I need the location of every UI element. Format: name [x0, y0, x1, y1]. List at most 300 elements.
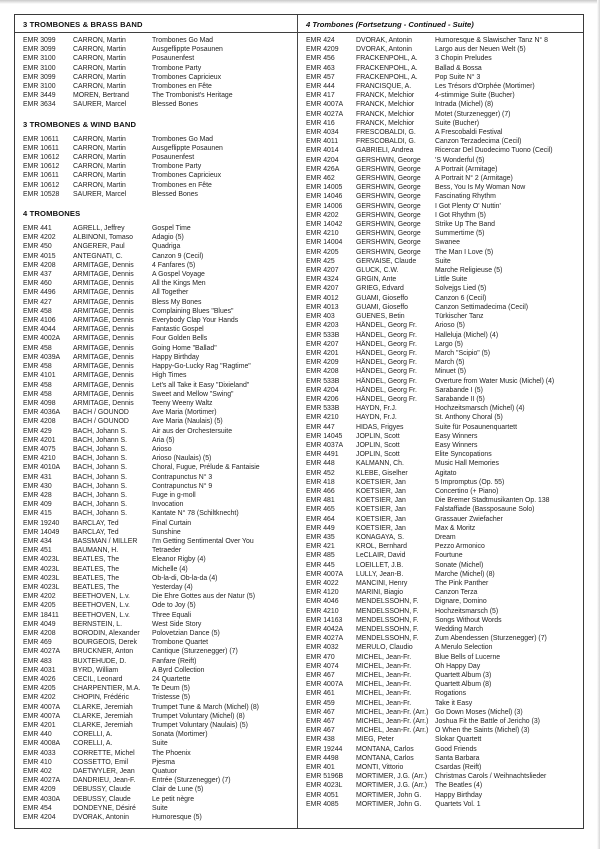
catalog-row — [306, 257, 577, 266]
title-cell: Tetraeder — [152, 547, 182, 555]
catalog-row — [23, 601, 291, 610]
emr-number-cell: EMR 464 — [306, 515, 335, 523]
title-cell: All Together — [152, 289, 189, 297]
emr-number-cell: EMR 18411 — [23, 611, 59, 619]
title-cell: The Man I Love (5) — [435, 248, 494, 256]
composer-cell: CARRON, Martin — [73, 73, 126, 81]
emr-number-cell: EMR 4496 — [23, 289, 56, 297]
composer-cell: MORTIMER, John G. — [356, 791, 422, 799]
title-cell: Humoresque & Slawischer Tanz N° 8 — [435, 37, 548, 44]
catalog-row — [23, 344, 291, 353]
title-cell: 24 Quartette — [152, 676, 191, 683]
catalog-row — [306, 349, 577, 358]
title-cell: 3 Chopin Preludes — [435, 55, 492, 63]
title-cell: Trombones Capricieux — [152, 172, 222, 180]
emr-number-cell: EMR 459 — [306, 699, 335, 707]
emr-number-cell: EMR 4210 — [306, 230, 339, 238]
title-cell: Ob-la-di, Ob-la-da (4) — [152, 574, 218, 582]
title-cell: Adagio (5) — [152, 234, 184, 242]
catalog-row — [306, 248, 577, 257]
emr-number-cell: EMR 4204 — [23, 814, 56, 822]
title-cell: Joshua Fit the Battle of Jericho (3) — [435, 718, 540, 726]
emr-number-cell: EMR 447 — [306, 423, 335, 431]
emr-number-cell: EMR 4207 — [306, 340, 339, 348]
emr-number-cell: EMR 409 — [23, 501, 52, 509]
composer-cell: MENDELSSOHN, F. — [356, 616, 419, 624]
composer-cell: BEETHOVEN, L.v. — [73, 611, 130, 619]
catalog-row — [306, 653, 577, 662]
emr-number-cell: EMR 4007A — [23, 703, 61, 711]
emr-number-cell: EMR 4044 — [23, 326, 56, 334]
composer-cell: BYRD, William — [73, 666, 119, 674]
title-cell: Four Golden Bells — [152, 335, 208, 343]
catalog-row — [23, 381, 291, 390]
catalog-row — [23, 739, 291, 748]
composer-cell: MICHEL, Jean-Fr. — [356, 672, 412, 680]
title-cell: Polovetzian Dance (5) — [152, 629, 220, 637]
catalog-row — [23, 427, 291, 436]
catalog-row — [306, 459, 577, 468]
composer-cell: ARMITAGE, Dennis — [73, 344, 134, 352]
composer-cell: CARRON, Martin — [73, 55, 126, 63]
title-cell: Die Ehre Gottes aus der Natur (5) — [152, 593, 256, 601]
title-cell: Trombones en Fête — [152, 181, 212, 189]
title-cell: Canzon Settimadecima (Cecil) — [435, 303, 529, 311]
composer-cell: KOETSIER, Jan — [356, 506, 406, 514]
composer-cell: CLARKE, Jeremiah — [73, 703, 133, 711]
title-cell: Ballad & Bossa — [435, 64, 482, 72]
title-cell: Blessed Bones — [152, 190, 198, 198]
catalog-row — [306, 294, 577, 303]
composer-cell: HAYDN, Fr.J. — [356, 414, 397, 422]
emr-number-cell: EMR 4210 — [306, 414, 339, 422]
title-cell: Suite für Posaunenquartett — [435, 423, 517, 431]
title-cell: Trumpet Voluntary (Naulais) (5) — [152, 722, 248, 730]
title-cell: Suite (Bucher) — [435, 119, 480, 127]
emr-number-cell: EMR 481 — [306, 497, 335, 505]
composer-cell: GERSHWIN, George — [356, 211, 421, 219]
composer-cell: DANDRIEU, Jean-F. — [73, 777, 136, 785]
catalog-row — [23, 408, 291, 417]
catalog-row — [306, 781, 577, 790]
emr-number-cell: EMR 4042A — [306, 626, 344, 633]
title-cell: I Got Rhythm (5) — [435, 211, 486, 219]
emr-number-cell: EMR 463 — [306, 64, 335, 72]
title-cell: Humoresque (5) — [152, 814, 202, 822]
title-cell: 4-stimmige Suite (Bucher) — [435, 92, 515, 100]
emr-number-cell: EMR 14049 — [23, 528, 60, 536]
catalog-row — [306, 441, 577, 450]
catalog-row — [306, 358, 577, 367]
composer-cell: BACH, Johann S. — [73, 473, 128, 481]
title-cell: I Got Plenty O' Nuttin' — [435, 202, 501, 210]
title-cell: Halleluja (Michel) (4) — [435, 331, 499, 339]
catalog-row — [23, 565, 291, 574]
composer-cell: GRGIN, Ante — [356, 276, 397, 284]
catalog-row — [23, 647, 291, 656]
composer-cell: FRACKENPOHL, A. — [356, 55, 418, 63]
catalog-row — [23, 417, 291, 426]
catalog-row — [23, 620, 291, 629]
catalog-row — [23, 785, 291, 794]
title-cell: Summertime (5) — [435, 230, 485, 238]
catalog-row — [306, 404, 577, 413]
catalog-row — [23, 703, 291, 712]
title-cell: Everybody Clap Your Hands — [152, 317, 239, 325]
title-cell: Türkischer Tanz — [435, 313, 484, 321]
emr-number-cell: EMR 458 — [23, 344, 52, 352]
title-cell: Suite — [152, 740, 168, 748]
composer-cell: GUENES, Betin — [356, 313, 405, 321]
catalog-row — [306, 211, 577, 220]
composer-cell: BEATLES, The — [73, 565, 120, 573]
composer-cell: ARMITAGE, Dennis — [73, 280, 134, 288]
composer-cell: HIDAS, Frigyes — [356, 423, 404, 431]
section-header: 4 TROMBONES — [23, 209, 81, 219]
emr-number-cell: EMR 434 — [23, 537, 52, 545]
catalog-row — [306, 450, 577, 459]
title-cell: Let's all Take it Easy "Dixieland" — [152, 381, 250, 389]
emr-number-cell: EMR 14045 — [306, 432, 343, 440]
title-cell: Canzon 6 (Cecil) — [435, 294, 487, 302]
title-cell: West Side Story — [152, 620, 202, 628]
catalog-row — [306, 671, 577, 680]
emr-number-cell: EMR 4206 — [306, 395, 339, 403]
emr-number-cell: EMR 4027A — [306, 110, 344, 118]
emr-number-cell: EMR 4051 — [306, 791, 339, 799]
emr-number-cell: EMR 3099 — [23, 73, 56, 81]
catalog-row — [306, 54, 577, 63]
composer-cell: ARMITAGE, Dennis — [73, 381, 134, 389]
catalog-row — [23, 666, 291, 675]
catalog-row — [23, 261, 291, 270]
catalog-row — [23, 270, 291, 279]
composer-cell: BARCLAY, Ted — [73, 519, 119, 527]
emr-number-cell: EMR 467 — [306, 672, 335, 680]
title-cell: Trumpet Voluntary (Michel) (8) — [152, 712, 245, 720]
section-header: 3 TROMBONES & WIND BAND — [23, 119, 137, 129]
emr-number-cell: EMR 4032 — [306, 644, 339, 652]
title-cell: Ausgeflippte Posaunen — [152, 46, 223, 54]
composer-cell: KLEBE, Giselher — [356, 469, 408, 477]
title-cell: The Pink Panther — [435, 579, 489, 587]
title-cell: Christmas Carols / Weihnachtslieder — [435, 773, 547, 781]
title-cell: High Times — [152, 372, 187, 380]
emr-number-cell: EMR 467 — [306, 708, 335, 716]
catalog-row — [306, 192, 577, 201]
title-cell: Posaunenfest — [152, 154, 195, 162]
title-cell: Ave Maria (Naulais) (5) — [152, 418, 223, 426]
catalog-row — [23, 288, 291, 297]
catalog-row — [306, 551, 577, 560]
title-cell: 5 Impromptus (Op. 55) — [435, 478, 505, 486]
catalog-row — [306, 432, 577, 441]
composer-cell: MICHEL, Jean-Fr. — [356, 699, 412, 707]
catalog-row — [306, 763, 577, 772]
title-cell: Dignare, Domino — [435, 598, 487, 606]
title-cell: 4 Fanfares (5) — [152, 261, 196, 269]
title-cell: Sunshine — [152, 528, 181, 536]
emr-number-cell: EMR 458 — [23, 363, 52, 371]
emr-number-cell: EMR 4120 — [306, 589, 339, 597]
emr-number-cell: EMR 437 — [23, 271, 52, 279]
composer-cell: CARRON, Martin — [73, 172, 126, 180]
emr-number-cell: EMR 465 — [306, 506, 335, 514]
catalog-row — [23, 45, 291, 54]
title-cell: Strike Up The Band — [435, 221, 496, 229]
composer-cell: HÄNDEL, Georg Fr. — [356, 359, 417, 367]
catalog-row — [23, 611, 291, 620]
emr-number-cell: EMR 4027A — [306, 635, 344, 643]
catalog-row — [306, 524, 577, 533]
title-cell: Sarabande I (5) — [435, 386, 483, 394]
composer-cell: MIEG, Peter — [356, 736, 394, 744]
composer-cell: MORTIMER, John G. — [356, 800, 422, 808]
catalog-row — [306, 791, 577, 800]
title-cell: Wedding March — [435, 626, 484, 633]
title-cell: The Phoenix — [152, 749, 191, 757]
title-cell: All the Kings Men — [152, 280, 206, 288]
composer-cell: HÄNDEL, Georg Fr. — [356, 377, 417, 385]
composer-cell: COSSETTO, Emil — [73, 758, 129, 766]
catalog-row — [306, 579, 577, 588]
title-cell: 'S Wonderful (5) — [435, 156, 485, 164]
composer-cell: HÄNDEL, Georg Fr. — [356, 395, 417, 403]
emr-number-cell: EMR 417 — [306, 92, 335, 100]
composer-cell: ANTEGNATI, C. — [73, 252, 123, 260]
title-cell: Les Trésors d'Orphée (Mortimer) — [435, 83, 535, 91]
composer-cell: DONDEYNE, Désiré — [73, 804, 136, 812]
emr-number-cell: EMR 533B — [306, 377, 340, 385]
emr-number-cell: EMR 4023L — [306, 782, 343, 790]
composer-cell: CECIL, Leonard — [73, 676, 123, 683]
composer-cell: HAYDN, Fr.J. — [356, 405, 397, 413]
emr-number-cell: EMR 429 — [23, 427, 52, 435]
emr-number-cell: EMR 14005 — [306, 184, 343, 192]
title-cell: Trombones Go Mad — [152, 37, 214, 44]
emr-number-cell: EMR 19240 — [23, 519, 60, 527]
catalog-row — [23, 592, 291, 601]
emr-number-cell: EMR 427 — [23, 298, 52, 306]
emr-number-cell: EMR 3634 — [23, 101, 56, 109]
catalog-row — [306, 607, 577, 616]
title-cell: Invocation — [152, 501, 184, 509]
emr-number-cell: EMR 3449 — [23, 92, 56, 100]
catalog-row — [23, 500, 291, 509]
composer-cell: FRESCOBALDI, G. — [356, 129, 416, 137]
title-cell: Trombones Capricieux — [152, 73, 222, 81]
title-cell: Pjesma — [152, 758, 175, 766]
title-cell: Arioso (Naulais) (5) — [152, 455, 212, 463]
composer-cell: BACH / GOUNOD — [73, 409, 129, 417]
catalog-row — [23, 190, 291, 199]
catalog-row — [23, 657, 291, 666]
catalog-row — [306, 800, 577, 809]
catalog-row — [23, 463, 291, 472]
composer-cell: MICHEL, Jean-Fr. — [356, 681, 412, 689]
catalog-row — [23, 638, 291, 647]
catalog-row — [306, 616, 577, 625]
emr-number-cell: EMR 4324 — [306, 276, 339, 284]
title-cell: March (5) — [435, 359, 465, 367]
composer-cell: HÄNDEL, Georg Fr. — [356, 322, 417, 330]
emr-number-cell: EMR 4034 — [306, 129, 339, 137]
catalog-row — [306, 772, 577, 781]
emr-number-cell: EMR 430 — [23, 482, 52, 490]
catalog-row — [306, 689, 577, 698]
composer-cell: LOEILLET, J.B. — [356, 561, 404, 569]
composer-cell: ARMITAGE, Dennis — [73, 335, 134, 343]
composer-cell: BEETHOVEN, L.v. — [73, 593, 130, 601]
composer-cell: BOURGEOIS, Derek — [73, 639, 137, 647]
composer-cell: KOETSIER, Jan — [356, 487, 406, 495]
title-cell: Pezzo Armonico — [435, 543, 485, 551]
emr-number-cell: EMR 410 — [23, 758, 52, 766]
emr-number-cell: EMR 4031 — [23, 666, 56, 674]
emr-number-cell: EMR 4202 — [306, 211, 339, 219]
catalog-row — [23, 776, 291, 785]
title-cell: Le petit nègre — [152, 795, 195, 803]
composer-cell: BAUMANN, H. — [73, 547, 119, 555]
emr-number-cell: EMR 10612 — [23, 163, 60, 171]
title-cell: Grassauer Zwiefacher — [435, 515, 503, 523]
composer-cell: ARMITAGE, Dennis — [73, 298, 134, 306]
title-cell: Overture from Water Music (Michel) (4) — [435, 377, 555, 385]
composer-cell: BORODIN, Alexander — [73, 629, 140, 637]
catalog-row — [306, 321, 577, 330]
title-cell: Kantate N° 78 (Schiltknecht) — [152, 510, 239, 518]
emr-number-cell: EMR 4205 — [23, 602, 56, 610]
title-cell: Trumpet Tune & March (Michel) (8) — [152, 703, 259, 711]
emr-number-cell: EMR 4014 — [306, 147, 339, 155]
title-cell: Intrada (Michel) (8) — [435, 101, 494, 109]
emr-number-cell: EMR 14004 — [306, 239, 343, 247]
catalog-row — [306, 625, 577, 634]
emr-number-cell: EMR 4210 — [23, 455, 56, 463]
composer-cell: BACH, Johann S. — [73, 445, 128, 453]
emr-number-cell: EMR 401 — [306, 764, 335, 772]
emr-number-cell: EMR 19244 — [306, 745, 343, 753]
title-cell: Fuge in g-moll — [152, 491, 196, 499]
emr-number-cell: EMR 466 — [306, 487, 335, 495]
catalog-row — [23, 482, 291, 491]
composer-cell: MANCINI, Henry — [356, 579, 408, 587]
emr-number-cell: EMR 451 — [23, 547, 52, 555]
emr-number-cell: EMR 4002A — [23, 335, 61, 343]
composer-cell: CORELLI, A. — [73, 731, 113, 739]
composer-cell: CARRON, Martin — [73, 163, 126, 171]
composer-cell: CLARKE, Jeremiah — [73, 712, 133, 720]
catalog-row — [306, 634, 577, 643]
title-cell: Slokar Quartett — [435, 736, 482, 744]
catalog-row — [306, 82, 577, 91]
composer-cell: FRANCK, Melchior — [356, 101, 415, 109]
title-cell: Elite Syncopations — [435, 451, 492, 459]
emr-number-cell: EMR 440 — [23, 731, 52, 739]
title-cell: Max & Moritz — [435, 524, 476, 532]
composer-cell: KOETSIER, Jan — [356, 478, 406, 486]
title-cell: A Portrait N° 2 (Armitage) — [435, 175, 513, 183]
title-cell: Contrapunctus N° 3 — [152, 473, 213, 481]
composer-cell: FRACKENPOHL, A. — [356, 73, 418, 81]
catalog-row — [306, 146, 577, 155]
emr-number-cell: EMR 458 — [23, 307, 52, 315]
composer-cell: DVORAK, Antonin — [356, 37, 412, 44]
emr-number-cell: EMR 4203 — [306, 322, 339, 330]
catalog-row — [23, 399, 291, 408]
catalog-row — [23, 100, 291, 109]
title-cell: Quatuor — [152, 768, 177, 776]
emr-number-cell: EMR 4201 — [23, 722, 56, 730]
title-cell: Largo aus der Neuen Welt (5) — [435, 46, 526, 54]
catalog-row — [23, 316, 291, 325]
catalog-row — [23, 675, 291, 684]
title-cell: Oh Happy Day — [435, 662, 481, 670]
title-cell: Easy Winners — [435, 432, 478, 440]
composer-cell: KALMANN, Ch. — [356, 460, 404, 468]
catalog-row — [23, 749, 291, 758]
emr-number-cell: EMR 14163 — [306, 616, 343, 624]
composer-cell: LeCLAIR, David — [356, 552, 406, 560]
emr-number-cell: EMR 10612 — [23, 154, 60, 162]
title-cell: Die Bremer Stadtmusikanten Op. 138 — [435, 497, 550, 505]
title-cell: Dream — [435, 533, 456, 541]
catalog-row — [306, 229, 577, 238]
composer-cell: MICHEL, Jean-Fr. (Arr.) — [356, 708, 429, 716]
composer-cell: GRIEG, Edvard — [356, 285, 404, 293]
catalog-row — [306, 469, 577, 478]
section-header: 4 Trombones (Fortsetzung - Continued - Suite) — [298, 19, 583, 33]
catalog-row — [306, 340, 577, 349]
composer-cell: DVORAK, Antonin — [356, 46, 412, 54]
composer-cell: CARRON, Martin — [73, 154, 126, 162]
title-cell: Eleanor Rigby (4) — [152, 556, 206, 564]
title-cell: Three Equali — [152, 611, 192, 619]
title-cell: Canzon 9 (Cecil) — [152, 252, 204, 260]
emr-number-cell: EMR 4106 — [23, 317, 56, 325]
composer-cell: BACH, Johann S. — [73, 491, 128, 499]
title-cell: Complaining Blues "Blues" — [152, 307, 234, 315]
emr-number-cell: EMR 4039A — [23, 353, 61, 361]
title-cell: Te Deum (5) — [152, 685, 190, 693]
catalog-row — [306, 312, 577, 321]
catalog-row — [23, 144, 291, 153]
composer-cell: GERSHWIN, George — [356, 239, 421, 247]
emr-number-cell: EMR 533B — [306, 405, 340, 413]
composer-cell: JOPLIN, Scott — [356, 432, 400, 440]
emr-number-cell: EMR 456 — [306, 55, 335, 63]
emr-number-cell: EMR 4007A — [23, 712, 61, 720]
catalog-row — [23, 171, 291, 180]
emr-number-cell: EMR 533B — [306, 331, 340, 339]
composer-cell: KOETSIER, Jan — [356, 524, 406, 532]
title-cell: Ausgeflippte Posaunen — [152, 144, 223, 152]
emr-number-cell: EMR 4012 — [306, 294, 339, 302]
emr-number-cell: EMR 3099 — [23, 46, 56, 54]
emr-number-cell: EMR 4033 — [23, 749, 56, 757]
catalog-row — [306, 238, 577, 247]
composer-cell: ARMITAGE, Dennis — [73, 307, 134, 315]
emr-number-cell: EMR 4202 — [23, 593, 56, 601]
composer-cell: GERSHWIN, George — [356, 221, 421, 229]
emr-number-cell: EMR 4209 — [306, 46, 339, 54]
composer-cell: DAETWYLER, Jean — [73, 768, 135, 776]
emr-number-cell: EMR 14006 — [306, 202, 343, 210]
catalog-row — [306, 119, 577, 128]
catalog-row — [23, 721, 291, 730]
composer-cell: GERSHWIN, George — [356, 184, 421, 192]
composer-cell: GUAMI, Gioseffo — [356, 294, 408, 302]
